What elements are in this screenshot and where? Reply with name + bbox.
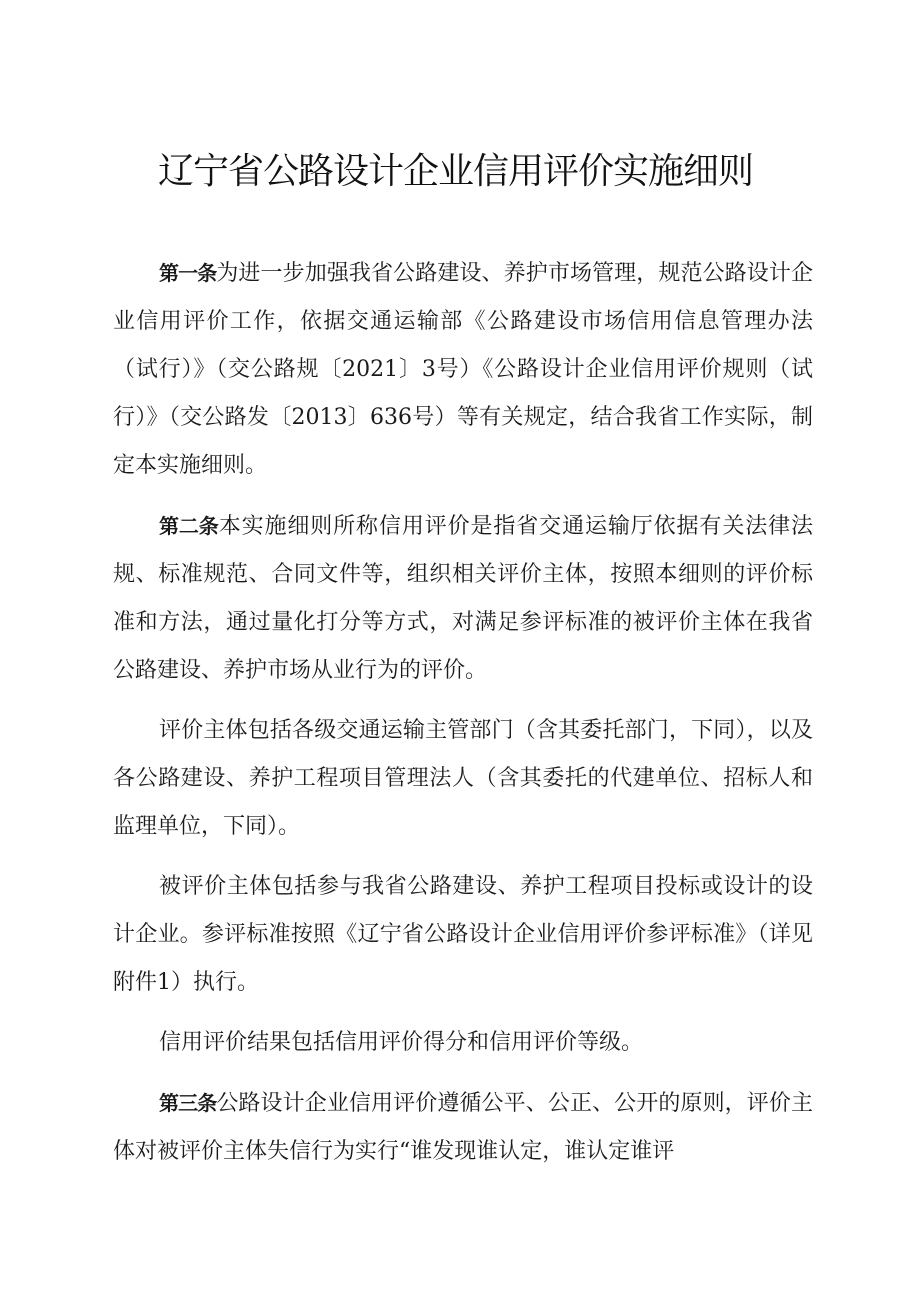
- evaluator-paragraph: [113, 707, 813, 851]
- evaluator-text: 评价主体包括各级交通运输主管部门（含其委托部门，下同），以及各公路建设、养护工程项目管理法人（含其委托的代建单位、招标人和监理单位，下同）。: [113, 718, 813, 839]
- article-1-paragraph: [113, 249, 813, 490]
- article-3-paragraph: [113, 1079, 813, 1176]
- article-1-text: 为进一步加强我省公路建设、养护市场管理，规范公路设计企业信用评价工作，依据交通运输部《公路建设市场信用信息管理办法（试行）》（交公路规〔2021〕3号）《公路设计企业信用评价规则（试行）》（交公路发〔2013〕636号）等有关规定，结合我省工作实际，制定本实施细则。: [113, 261, 813, 478]
- document-title: 辽宁省公路设计企业信用评价实施细则: [158, 151, 754, 192]
- document-body: [113, 249, 813, 1180]
- result-paragraph: [113, 1019, 813, 1067]
- article-1-number: 第一条: [159, 261, 217, 285]
- evaluated-paragraph: [113, 863, 813, 1007]
- article-3-text: 公路设计企业信用评价遵循公平、公正、公开的原则，评价主体对被评价主体失信行为实行“谁发现谁认定，谁认定谁评: [113, 1091, 813, 1164]
- article-2-paragraph: [113, 502, 813, 695]
- article-3-number: 第三条: [159, 1091, 217, 1115]
- evaluated-text: 被评价主体包括参与我省公路建设、养护工程项目投标或设计的设计企业。参评标准按照《辽宁省公路设计企业信用评价参评标准》（详见附件1）执行。: [113, 874, 813, 995]
- result-text: 信用评价结果包括信用评价得分和信用评价等级。: [159, 1030, 644, 1055]
- article-2-text: 本实施细则所称信用评价是指省交通运输厅依据有关法律法规、标准规范、合同文件等，组织相关评价主体，按照本细则的评价标准和方法，通过量化打分等方式，对满足参评标准的被评价主体在我省公路建设、养护市场从业行为的评价。: [113, 514, 813, 683]
- article-2-number: 第二条: [159, 514, 219, 538]
